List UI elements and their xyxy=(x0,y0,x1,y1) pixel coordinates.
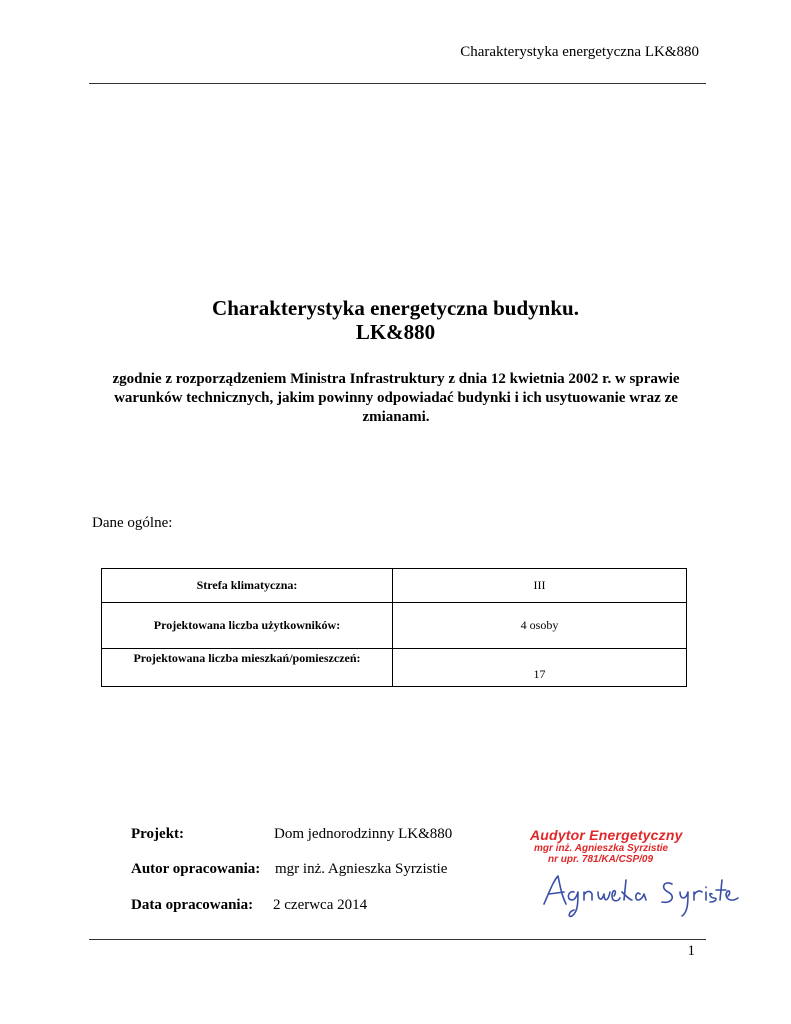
stamp-license: nr upr. 781/KA/CSP/09 xyxy=(548,854,654,865)
table-key: Strefa klimatyczna: xyxy=(102,569,393,603)
table-row xyxy=(102,569,687,603)
page-number: 1 xyxy=(687,943,695,959)
general-data-label: Dane ogólne: xyxy=(92,515,173,531)
project-value: Dom jednorodzinny LK&880 xyxy=(274,826,453,842)
table-value: 4 osoby xyxy=(393,603,687,649)
auditor-stamp xyxy=(530,828,730,865)
date-row xyxy=(131,897,368,914)
project-row xyxy=(131,826,453,843)
stamp-title: Audytor Energetyczny xyxy=(530,827,683,843)
author-label: Autor opracowania: xyxy=(131,861,261,877)
running-header: Charakterystyka energetyczna LK&880 xyxy=(460,44,699,60)
handwritten-signature xyxy=(540,870,740,920)
title-line-2: LK&880 xyxy=(355,320,436,344)
title-line-1: Charakterystyka energetyczna budynku. xyxy=(212,296,579,320)
project-label: Projekt: xyxy=(131,826,185,842)
author-row xyxy=(131,861,448,878)
date-label: Data opracowania: xyxy=(131,897,254,913)
footer-rule xyxy=(89,939,706,940)
table-row xyxy=(102,603,687,649)
author-value: mgr inż. Agnieszka Syrzistie xyxy=(275,861,448,877)
table-value: 17 xyxy=(393,649,687,687)
table-key: Projektowana liczba mieszkań/pomieszczeń: xyxy=(102,649,393,687)
table-key: Projektowana liczba użytkowników: xyxy=(102,603,393,649)
document-subtitle: zgodnie z rozporządzeniem Ministra Infrastruktury z dnia 12 kwietnia 2002 r. w sprawie warunków technicznych, jakim powinny odpowiadać budynki i ich usytuowanie wraz ze zmianami. xyxy=(112,371,680,425)
date-value: 2 czerwca 2014 xyxy=(273,897,368,913)
general-data-table xyxy=(101,568,687,687)
stamp-name: mgr inż. Agnieszka Syrzistie xyxy=(534,843,669,854)
document-title xyxy=(0,296,791,344)
table-row xyxy=(102,649,687,687)
header-rule xyxy=(89,83,706,84)
table-value: III xyxy=(393,569,687,603)
